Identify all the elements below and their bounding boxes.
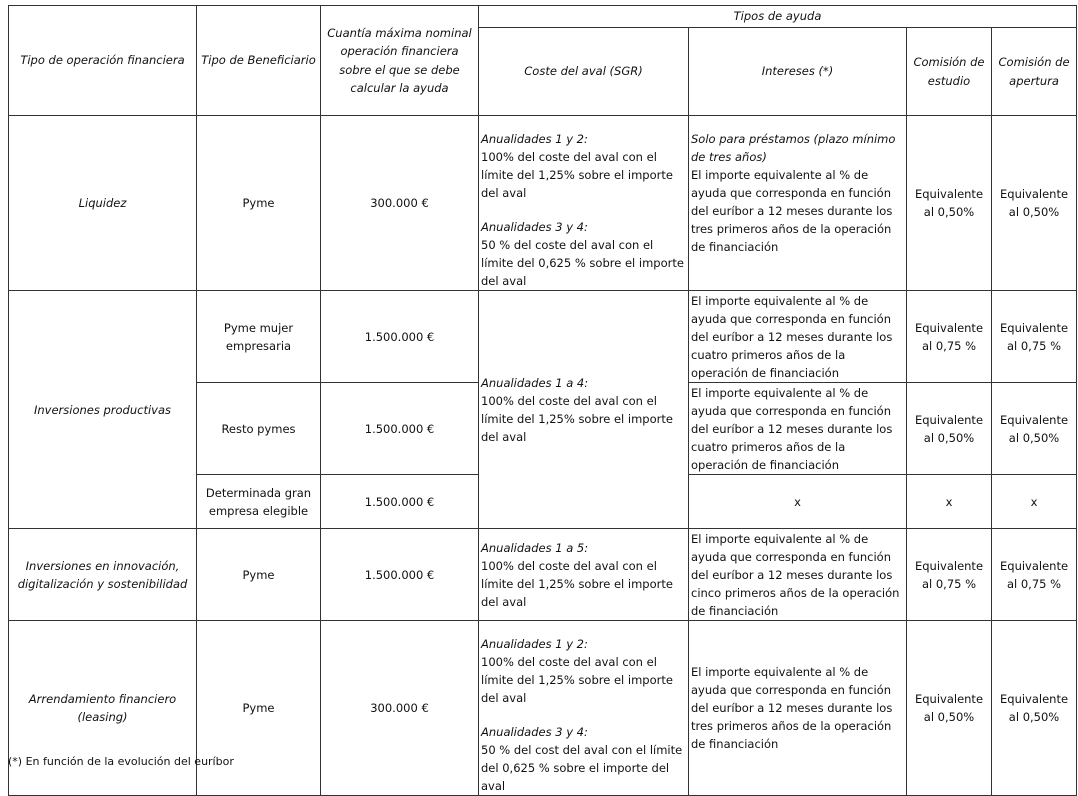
intereses-liquidez xyxy=(689,116,907,291)
comision-apertura-resto: Equivalente al 0,50% xyxy=(992,383,1077,475)
aval-innovacion-text: 100% del coste del aval con el límite del 1,25% sobre el importe del aval xyxy=(481,558,673,609)
intereses-resto: El importe equivalente al % de ayuda que corresponda en función del euríbor a 12 meses durante los cuatro primeros años de la operación de financiación xyxy=(689,383,907,475)
intereses-innovacion: El importe equivalente al % de ayuda que corresponda en función del euríbor a 12 meses durante los cinco primeros años de la operación de financiación xyxy=(689,529,907,621)
aval-liquidez-text-1: 100% del coste del aval con el límite del 1,25% sobre el importe del aval xyxy=(481,150,673,200)
comision-estudio-gran: x xyxy=(907,475,992,529)
beneficiario-resto: Resto pymes xyxy=(197,383,321,475)
header-comision-apertura: Comisión de apertura xyxy=(992,28,1077,116)
comision-apertura-liquidez: Equivalente al 0,50% xyxy=(992,116,1077,291)
beneficiario-innovacion: Pyme xyxy=(197,529,321,621)
aval-liquidez-text-2: 50 % del coste del aval con el límite del 0,625 % sobre el importe del aval xyxy=(481,238,684,288)
intereses-liquidez-text: El importe equivalente al % de ayuda que corresponda en función del euríbor a 12 meses durante los tres primeros años de la operación de financiación xyxy=(691,168,893,254)
header-coste-aval: Coste del aval (SGR) xyxy=(479,28,689,116)
cuantia-mujer: 1.500.000 € xyxy=(321,291,479,383)
comision-apertura-leasing: Equivalente al 0,50% xyxy=(992,621,1077,796)
beneficiario-gran: Determinada gran empresa elegible xyxy=(197,475,321,529)
comision-estudio-resto: Equivalente al 0,50% xyxy=(907,383,992,475)
header-intereses: Intereses (*) xyxy=(689,28,907,116)
cuantia-innovacion: 1.500.000 € xyxy=(321,529,479,621)
aval-leasing-text-2: 50 % del cost del aval con el límite del 0,625 % sobre el importe del aval xyxy=(481,743,683,793)
comision-estudio-mujer: Equivalente al 0,75 % xyxy=(907,291,992,383)
beneficiario-mujer: Pyme mujer empresaria xyxy=(197,291,321,383)
intereses-leasing: El importe equivalente al % de ayuda que corresponda en función del euríbor a 12 meses durante los tres primeros años de la operación de financiación xyxy=(689,621,907,796)
aval-innovacion-title: Anualidades 1 a 5: xyxy=(481,540,589,555)
aval-inversiones-text: 100% del coste del aval con el límite del 1,25% sobre el importe del aval xyxy=(481,393,673,444)
intereses-liquidez-note: Solo para préstamos (plazo mínimo de tres años) xyxy=(691,132,896,164)
cuantia-resto: 1.500.000 € xyxy=(321,383,479,475)
row-leasing xyxy=(9,621,1077,796)
aval-leasing-title-2: Anualidades 3 y 4: xyxy=(481,725,588,739)
header-row-top xyxy=(9,6,1077,28)
intereses-mujer: El importe equivalente al % de ayuda que corresponda en función del euríbor a 12 meses durante los cuatro primeros años de la operación de financiación xyxy=(689,291,907,383)
header-cuantia: Cuantía máxima nominal operación financiera sobre el que se debe calcular la ayuda xyxy=(321,6,479,116)
ayudas-table-container xyxy=(8,5,1077,796)
beneficiario-liquidez: Pyme xyxy=(197,116,321,291)
cuantia-leasing: 300.000 € xyxy=(321,621,479,796)
coste-aval-innovacion xyxy=(479,529,689,621)
header-tipo-beneficiario: Tipo de Beneficiario xyxy=(197,6,321,116)
aval-leasing-title-1: Anualidades 1 y 2: xyxy=(481,637,588,651)
aval-leasing-text-1: 100% del coste del aval con el límite del 1,25% sobre el importe del aval xyxy=(481,655,673,705)
aval-liquidez-title-2: Anualidades 3 y 4: xyxy=(481,220,588,234)
aval-inversiones-title: Anualidades 1 a 4: xyxy=(481,375,589,390)
comision-apertura-innovacion: Equivalente al 0,75 % xyxy=(992,529,1077,621)
comision-estudio-innovacion: Equivalente al 0,75 % xyxy=(907,529,992,621)
comision-apertura-mujer: Equivalente al 0,75 % xyxy=(992,291,1077,383)
header-comision-estudio: Comisión de estudio xyxy=(907,28,992,116)
ayudas-table xyxy=(8,5,1077,796)
operacion-innovacion: Inversiones en innovación, digitalización y sostenibilidad xyxy=(9,529,197,621)
row-inversiones-mujer xyxy=(9,291,1077,383)
operacion-inversiones-productivas: Inversiones productivas xyxy=(9,291,197,529)
comision-estudio-liquidez: Equivalente al 0,50% xyxy=(907,116,992,291)
header-tipo-operacion: Tipo de operación financiera xyxy=(9,6,197,116)
footnote: (*) En función de la evolución del euríbor xyxy=(8,755,234,768)
coste-aval-liquidez xyxy=(479,116,689,291)
comision-apertura-gran: x xyxy=(992,475,1077,529)
operacion-leasing: Arrendamiento financiero (leasing) xyxy=(9,621,197,796)
coste-aval-leasing xyxy=(479,621,689,796)
coste-aval-inversiones xyxy=(479,291,689,529)
cuantia-liquidez: 300.000 € xyxy=(321,116,479,291)
operacion-liquidez: Liquidez xyxy=(9,116,197,291)
cuantia-gran: 1.500.000 € xyxy=(321,475,479,529)
intereses-gran: x xyxy=(689,475,907,529)
header-tipos-ayuda: Tipos de ayuda xyxy=(479,6,1077,28)
aval-liquidez-title-1: Anualidades 1 y 2: xyxy=(481,132,588,146)
row-innovacion xyxy=(9,529,1077,621)
comision-estudio-leasing: Equivalente al 0,50% xyxy=(907,621,992,796)
row-liquidez xyxy=(9,116,1077,291)
beneficiario-leasing: Pyme xyxy=(197,621,321,796)
